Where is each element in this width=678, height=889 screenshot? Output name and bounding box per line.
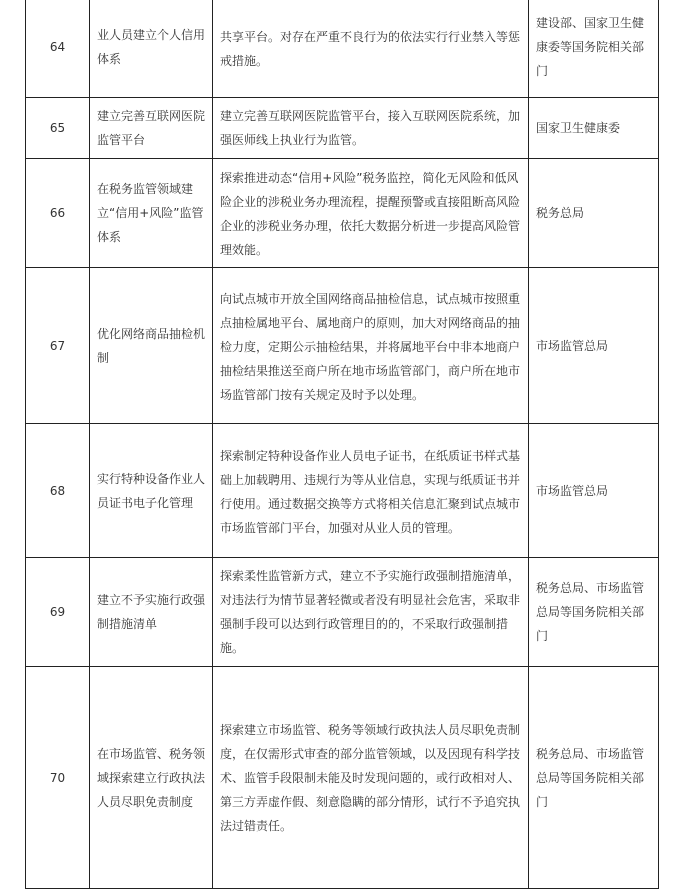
- measure-content: 探索柔性监管新方式，建立不予实施行政强制措施清单，对违法行为情节显著轻微或者没有明显社会危害，采取非强制手段可以达到行政管理目的的，不采取行政强制措施。: [213, 558, 529, 667]
- table-row: [26, 667, 659, 889]
- measure-content: 向试点城市开放全国网络商品抽检信息，试点城市按照重点抽检属地平台、属地商户的原则，加大对网络商品的抽检力度，定期公示抽检结果，并将属地平台中非本地商户抽检结果推送至商户所在地市场监管部门，商户所在地市场监管部门按有关规定及时予以处理。: [213, 268, 529, 424]
- measure-content: 探索建立市场监管、税务等领域行政执法人员尽职免责制度，在仅需形式审查的部分监管领域，以及因现有科学技术、监管手段限制未能及时发现问题的，或行政相对人、第三方弄虚作假、刻意隐瞒的部分情形，试行不予追究执法过错责任。: [213, 667, 529, 889]
- responsible-department: 国家卫生健康委: [529, 98, 659, 159]
- row-number: 67: [26, 268, 90, 424]
- measure-name: 在市场监管、税务领域探索建立行政执法人员尽职免责制度: [90, 667, 213, 889]
- responsible-department: 税务总局、市场监管总局等国务院相关部门: [529, 558, 659, 667]
- responsible-department: 税务总局、市场监管总局等国务院相关部门: [529, 667, 659, 889]
- measure-content: [213, 0, 529, 98]
- measure-content-text: 共享平台。对存在严重不良行为的依法实行行业禁入等惩戒措施。: [220, 30, 521, 68]
- measure-name: 建立完善互联网医院监管平台: [90, 98, 213, 159]
- row-number: 68: [26, 424, 90, 558]
- responsible-department: 税务总局: [529, 159, 659, 268]
- table-row: [26, 159, 659, 268]
- row-number: 70: [26, 667, 90, 889]
- row-number: 66: [26, 159, 90, 268]
- responsible-department: 市场监管总局: [529, 424, 659, 558]
- measure-content: 探索制定特种设备作业人员电子证书，在纸质证书样式基础上加载聘用、违规行为等从业信息，实现与纸质证书并行使用。通过数据交换等方式将相关信息汇聚到试点城市市场监管部门平台，加强对从业人员的管理。: [213, 424, 529, 558]
- measure-name: 建立不予实施行政强制措施清单: [90, 558, 213, 667]
- measure-name: 在税务监管领域建立“信用+风险”监管体系: [90, 159, 213, 268]
- table-row: [26, 0, 659, 98]
- table-row: [26, 98, 659, 159]
- table-row: [26, 268, 659, 424]
- responsible-department: 建设部、国家卫生健康委等国务院相关部门: [529, 0, 659, 98]
- policy-table: [25, 0, 659, 889]
- measure-name: 优化网络商品抽检机制: [90, 268, 213, 424]
- measure-content: 建立完善互联网医院监管平台，接入互联网医院系统，加强医师线上执业行为监管。: [213, 98, 529, 159]
- row-number: 69: [26, 558, 90, 667]
- measure-name: 实行特种设备作业人员证书电子化管理: [90, 424, 213, 558]
- table-row: [26, 424, 659, 558]
- measure-content: 探索推进动态“信用+风险”税务监控，简化无风险和低风险企业的涉税业务办理流程，提醒预警或直接阻断高风险企业的涉税业务办理，依托大数据分析进一步提高风险管理效能。: [213, 159, 529, 268]
- row-number: 64: [26, 0, 90, 98]
- table-row: [26, 558, 659, 667]
- responsible-department: 市场监管总局: [529, 268, 659, 424]
- row-number: 65: [26, 98, 90, 159]
- measure-name: 业人员建立个人信用体系: [90, 0, 213, 98]
